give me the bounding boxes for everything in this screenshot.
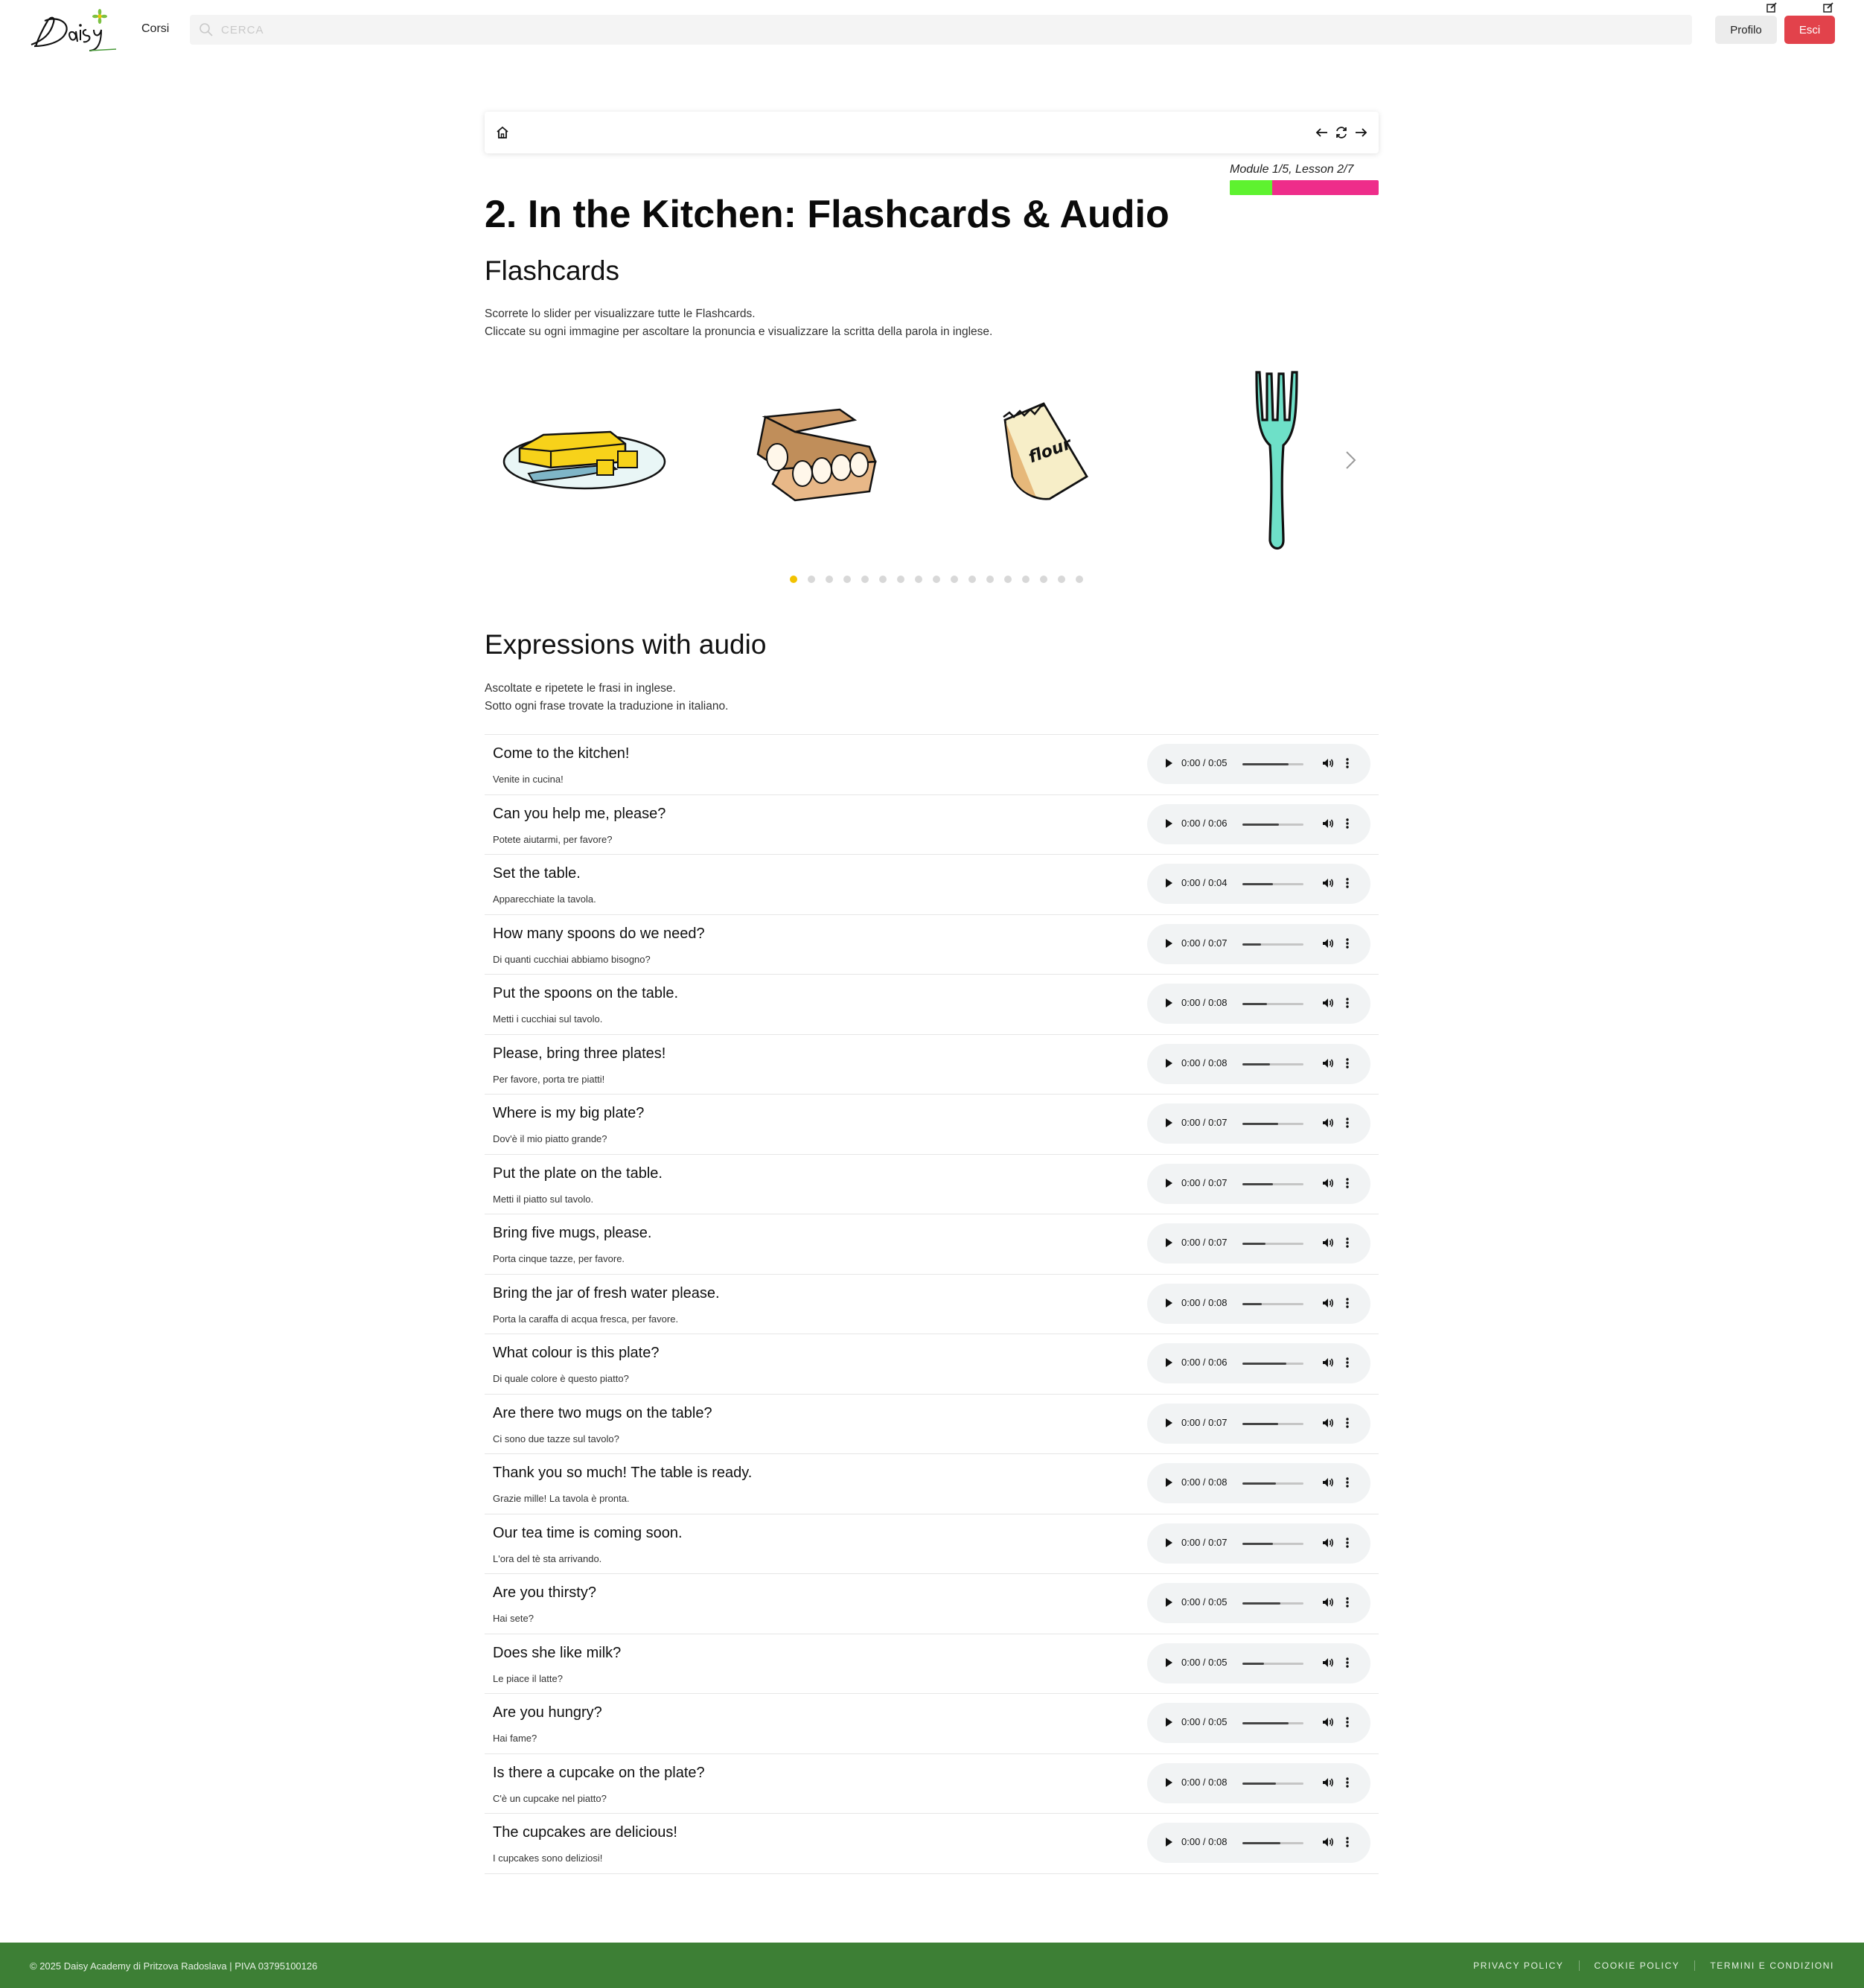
volume-icon[interactable] xyxy=(1321,756,1335,774)
play-icon[interactable] xyxy=(1164,997,1174,1013)
eggs-icon xyxy=(750,402,884,514)
more-options-icon[interactable] xyxy=(1345,876,1350,893)
audio-time: 0:00 / 0:08 xyxy=(1181,1057,1228,1068)
cookie-policy-link[interactable]: COOKIE POLICY xyxy=(1579,1960,1695,1971)
more-options-icon[interactable] xyxy=(1345,1536,1350,1553)
play-icon[interactable] xyxy=(1164,1177,1174,1193)
audio-time: 0:00 / 0:05 xyxy=(1181,1596,1228,1608)
more-options-icon[interactable] xyxy=(1345,1835,1350,1852)
flashcards-heading: Flashcards xyxy=(485,255,619,286)
more-options-icon[interactable] xyxy=(1345,1656,1350,1673)
more-options-icon[interactable] xyxy=(1345,817,1350,834)
flashcard-eggs[interactable] xyxy=(750,402,884,517)
expression-row xyxy=(485,1095,1379,1155)
expression-english: Put the plate on the table. xyxy=(493,1165,663,1182)
more-options-icon[interactable] xyxy=(1345,1596,1350,1613)
expression-english: Come to the kitchen! xyxy=(493,745,630,762)
logout-button[interactable]: Esci xyxy=(1784,16,1835,44)
expression-row xyxy=(485,975,1379,1035)
expression-row xyxy=(485,1754,1379,1815)
flashcards-desc-line: Cliccate su ogni immagine per ascoltare la pronuncia e visualizzare la scritta della parola in inglese. xyxy=(485,325,993,338)
audio-slider-fill xyxy=(1242,1663,1264,1665)
expression-italian: Di quanti cucchiai abbiamo bisogno? xyxy=(493,953,651,965)
audio-time: 0:00 / 0:06 xyxy=(1181,1357,1228,1368)
audio-volume-slider[interactable] xyxy=(1242,883,1303,885)
volume-icon[interactable] xyxy=(1321,1476,1335,1493)
expression-italian: Apparecchiate la tavola. xyxy=(493,893,596,905)
flashcard-flour[interactable] xyxy=(998,395,1094,510)
carousel-dot[interactable] xyxy=(843,576,851,583)
carousel-dot[interactable] xyxy=(915,576,922,583)
audio-volume-slider[interactable] xyxy=(1242,763,1303,765)
flashcards-desc-line: Scorrete lo slider per visualizzare tutte le Flashcards. xyxy=(485,308,756,320)
expressions-desc-line: Ascoltate e ripetete le frasi in inglese. xyxy=(485,682,676,695)
audio-slider-fill xyxy=(1242,883,1273,885)
play-icon[interactable] xyxy=(1164,1836,1174,1852)
expression-italian: C'è un cupcake nel piatto? xyxy=(493,1792,607,1804)
carousel-dot[interactable] xyxy=(968,576,976,583)
audio-player[interactable] xyxy=(1147,924,1370,964)
audio-slider-fill xyxy=(1242,1363,1286,1365)
expression-english: Are you thirsty? xyxy=(493,1584,596,1601)
audio-slider-fill xyxy=(1242,1003,1267,1005)
audio-time: 0:00 / 0:05 xyxy=(1181,1656,1228,1668)
carousel-dot[interactable] xyxy=(951,576,958,583)
carousel-pagination xyxy=(790,576,1083,583)
audio-player[interactable] xyxy=(1147,1463,1370,1503)
audio-volume-slider[interactable] xyxy=(1242,1063,1303,1065)
search-input[interactable] xyxy=(221,24,1635,36)
arrow-right-icon[interactable] xyxy=(1353,125,1368,144)
expression-row xyxy=(485,1214,1379,1275)
volume-icon[interactable] xyxy=(1321,1236,1335,1253)
audio-player[interactable] xyxy=(1147,1523,1370,1564)
butter-icon xyxy=(499,402,670,506)
audio-time: 0:00 / 0:07 xyxy=(1181,1536,1228,1548)
audio-volume-slider[interactable] xyxy=(1242,823,1303,826)
expression-english: How many spoons do we need? xyxy=(493,925,705,942)
flashcard-butter[interactable] xyxy=(499,402,670,510)
audio-time: 0:00 / 0:08 xyxy=(1181,997,1228,1008)
audio-time: 0:00 / 0:05 xyxy=(1181,1716,1228,1727)
expression-english: Thank you so much! The table is ready. xyxy=(493,1465,753,1481)
more-options-icon[interactable] xyxy=(1345,937,1350,954)
play-icon[interactable] xyxy=(1164,818,1174,833)
refresh-icon[interactable] xyxy=(1334,125,1349,144)
audio-volume-slider[interactable] xyxy=(1242,1243,1303,1245)
expression-english: Where is my big plate? xyxy=(493,1105,645,1121)
expression-italian: Potete aiutarmi, per favore? xyxy=(493,833,613,845)
volume-icon[interactable] xyxy=(1321,1356,1335,1373)
carousel-dot[interactable] xyxy=(826,576,833,583)
play-icon[interactable] xyxy=(1164,1657,1174,1672)
expression-row xyxy=(485,1334,1379,1395)
carousel-dot[interactable] xyxy=(861,576,869,583)
footer xyxy=(0,1943,1864,1988)
expression-row xyxy=(485,735,1379,795)
expression-row xyxy=(485,1395,1379,1455)
volume-icon[interactable] xyxy=(1321,817,1335,834)
audio-player[interactable] xyxy=(1147,804,1370,844)
carousel-dot[interactable] xyxy=(1022,576,1030,583)
expression-row xyxy=(485,1275,1379,1335)
audio-time: 0:00 / 0:07 xyxy=(1181,1237,1228,1248)
profile-button[interactable]: Profilo xyxy=(1715,16,1777,44)
edit-icon[interactable] xyxy=(1766,1,1778,13)
audio-slider-fill xyxy=(1242,1722,1289,1724)
audio-time: 0:00 / 0:07 xyxy=(1181,937,1228,949)
audio-player[interactable] xyxy=(1147,864,1370,904)
audio-player[interactable] xyxy=(1147,744,1370,784)
volume-icon[interactable] xyxy=(1321,1656,1335,1673)
expression-row xyxy=(485,1155,1379,1215)
expression-row xyxy=(485,1634,1379,1695)
expression-italian: Venite in cucina! xyxy=(493,774,564,785)
lesson-nav-bar xyxy=(485,112,1379,153)
lesson-progress-bar xyxy=(1230,180,1379,195)
audio-time: 0:00 / 0:04 xyxy=(1181,877,1228,888)
more-options-icon[interactable] xyxy=(1345,756,1350,774)
privacy-policy-link[interactable]: PRIVACY POLICY xyxy=(1473,1960,1564,1971)
expression-english: Are you hungry? xyxy=(493,1704,602,1721)
expression-english: Does she like milk? xyxy=(493,1644,622,1661)
expressions-description xyxy=(485,680,728,716)
more-options-icon[interactable] xyxy=(1345,1296,1350,1313)
expression-english: Bring the jar of fresh water please. xyxy=(493,1284,720,1302)
audio-volume-slider[interactable] xyxy=(1242,1003,1303,1005)
expression-italian: L'ora del tè sta arrivando. xyxy=(493,1552,602,1564)
audio-slider-fill xyxy=(1242,1183,1273,1185)
expression-row xyxy=(485,1694,1379,1754)
footer-copyright: © 2025 Daisy Academy di Pritzova Radoslava | PIVA 03795100126 xyxy=(30,1960,318,1972)
audio-player[interactable] xyxy=(1147,1643,1370,1683)
audio-slider-fill xyxy=(1242,1123,1278,1125)
volume-icon[interactable] xyxy=(1321,1116,1335,1133)
carousel-dot[interactable] xyxy=(1004,576,1012,583)
home-icon[interactable] xyxy=(495,125,510,144)
lesson-progress-label: Module 1/5, Lesson 2/7 xyxy=(1230,163,1354,176)
expression-row xyxy=(485,795,1379,856)
more-options-icon[interactable] xyxy=(1345,1476,1350,1493)
page-title: 2. In the Kitchen: Flashcards & Audio xyxy=(485,193,1169,236)
audio-volume-slider[interactable] xyxy=(1242,1363,1303,1365)
expression-english: Are there two mugs on the table? xyxy=(493,1404,712,1421)
footer-links xyxy=(1458,1960,1834,1971)
expression-english: Our tea time is coming soon. xyxy=(493,1524,683,1541)
expression-english: Is there a cupcake on the plate? xyxy=(493,1764,705,1781)
audio-slider-fill xyxy=(1242,1423,1278,1425)
audio-time: 0:00 / 0:08 xyxy=(1181,1296,1228,1308)
daisy-academy-logo[interactable] xyxy=(28,7,121,54)
terms-link[interactable]: TERMINI E CONDIZIONI xyxy=(1694,1960,1834,1971)
top-bar xyxy=(0,0,1864,60)
expression-italian: I cupcakes sono deliziosi! xyxy=(493,1852,603,1864)
audio-slider-fill xyxy=(1242,1782,1276,1785)
audio-volume-slider[interactable] xyxy=(1242,1423,1303,1425)
play-icon[interactable] xyxy=(1164,1777,1174,1792)
search-bar[interactable] xyxy=(190,15,1692,45)
play-icon[interactable] xyxy=(1164,757,1174,773)
carousel-dot[interactable] xyxy=(897,576,904,583)
audio-slider-fill xyxy=(1242,763,1289,765)
flour-label: flour xyxy=(1026,434,1074,468)
more-options-icon[interactable] xyxy=(1345,1057,1350,1074)
expression-row xyxy=(485,915,1379,975)
play-icon[interactable] xyxy=(1164,1596,1174,1612)
flour-icon xyxy=(998,395,1094,506)
more-options-icon[interactable] xyxy=(1345,1356,1350,1373)
audio-player[interactable] xyxy=(1147,1044,1370,1084)
audio-time: 0:00 / 0:08 xyxy=(1181,1776,1228,1788)
audio-time: 0:00 / 0:06 xyxy=(1181,817,1228,829)
play-icon[interactable] xyxy=(1164,1476,1174,1492)
carousel-dot[interactable] xyxy=(1040,576,1047,583)
audio-slider-fill xyxy=(1242,823,1279,826)
play-icon[interactable] xyxy=(1164,1716,1174,1732)
carousel-dot[interactable] xyxy=(933,576,940,583)
audio-slider-fill xyxy=(1242,1063,1270,1065)
more-options-icon[interactable] xyxy=(1345,1236,1350,1253)
audio-player[interactable] xyxy=(1147,1823,1370,1863)
expression-italian: Le piace il latte? xyxy=(493,1672,563,1684)
expression-italian: Porta la caraffa di acqua fresca, per favore. xyxy=(493,1313,679,1325)
audio-volume-slider[interactable] xyxy=(1242,1602,1303,1605)
expression-italian: Porta cinque tazze, per favore. xyxy=(493,1253,625,1264)
expression-row xyxy=(485,1035,1379,1095)
volume-icon[interactable] xyxy=(1321,1416,1335,1433)
search-icon xyxy=(199,22,214,37)
expression-italian: Dov'è il mio piatto grande? xyxy=(493,1133,607,1144)
audio-volume-slider[interactable] xyxy=(1242,943,1303,946)
audio-time: 0:00 / 0:05 xyxy=(1181,757,1228,768)
audio-player[interactable] xyxy=(1147,1164,1370,1204)
expression-italian: Hai fame? xyxy=(493,1733,537,1744)
play-icon[interactable] xyxy=(1164,1537,1174,1552)
more-options-icon[interactable] xyxy=(1345,1776,1350,1793)
expression-english: Please, bring three plates! xyxy=(493,1045,666,1062)
lesson-progress-fill xyxy=(1230,180,1272,195)
audio-player[interactable] xyxy=(1147,1583,1370,1623)
expression-row xyxy=(485,1514,1379,1575)
audio-player[interactable] xyxy=(1147,1763,1370,1803)
audio-volume-slider[interactable] xyxy=(1242,1183,1303,1185)
chevron-right-icon[interactable] xyxy=(1344,449,1359,475)
audio-slider-fill xyxy=(1242,1482,1276,1485)
audio-slider-fill xyxy=(1242,943,1261,946)
audio-volume-slider[interactable] xyxy=(1242,1303,1303,1305)
arrow-left-icon[interactable] xyxy=(1315,125,1330,144)
more-options-icon[interactable] xyxy=(1345,1116,1350,1133)
carousel-dot[interactable] xyxy=(808,576,815,583)
volume-icon[interactable] xyxy=(1321,937,1335,954)
audio-slider-fill xyxy=(1242,1543,1273,1545)
audio-player[interactable] xyxy=(1147,1223,1370,1264)
volume-icon[interactable] xyxy=(1321,876,1335,893)
volume-icon[interactable] xyxy=(1321,1596,1335,1613)
carousel-dot[interactable] xyxy=(1076,576,1083,583)
flashcards-description xyxy=(485,305,992,341)
audio-volume-slider[interactable] xyxy=(1242,1543,1303,1545)
expression-italian: Metti i cucchiai sul tavolo. xyxy=(493,1013,603,1025)
volume-icon[interactable] xyxy=(1321,1835,1335,1852)
audio-slider-fill xyxy=(1242,1303,1262,1305)
expression-italian: Di quale colore è questo piatto? xyxy=(493,1373,629,1384)
play-icon[interactable] xyxy=(1164,937,1174,953)
audio-player[interactable] xyxy=(1147,1284,1370,1324)
volume-icon[interactable] xyxy=(1321,1296,1335,1313)
expression-italian: Metti il piatto sul tavolo. xyxy=(493,1193,594,1205)
audio-time: 0:00 / 0:07 xyxy=(1181,1117,1228,1128)
audio-player[interactable] xyxy=(1147,1343,1370,1383)
more-options-icon[interactable] xyxy=(1345,1715,1350,1733)
expressions-desc-line: Sotto ogni frase trovate la traduzione in italiano. xyxy=(485,700,729,713)
audio-volume-slider[interactable] xyxy=(1242,1782,1303,1785)
expression-italian: Grazie mille! La tavola è pronta. xyxy=(493,1493,630,1504)
play-icon[interactable] xyxy=(1164,1117,1174,1132)
audio-time: 0:00 / 0:08 xyxy=(1181,1836,1228,1847)
carousel-dot[interactable] xyxy=(986,576,994,583)
expression-english: Put the spoons on the table. xyxy=(493,985,679,1001)
carousel-dot[interactable] xyxy=(1058,576,1065,583)
audio-volume-slider[interactable] xyxy=(1242,1663,1303,1665)
expression-english: The cupcakes are delicious! xyxy=(493,1824,677,1841)
play-icon[interactable] xyxy=(1164,1297,1174,1313)
audio-player[interactable] xyxy=(1147,1103,1370,1144)
volume-icon[interactable] xyxy=(1321,1057,1335,1074)
expression-row xyxy=(485,1574,1379,1634)
expression-row xyxy=(485,1454,1379,1514)
volume-icon[interactable] xyxy=(1321,996,1335,1013)
audio-time: 0:00 / 0:07 xyxy=(1181,1176,1228,1188)
expressions-list xyxy=(485,734,1379,1874)
audio-player[interactable] xyxy=(1147,984,1370,1024)
audio-slider-fill xyxy=(1242,1602,1280,1605)
audio-time: 0:00 / 0:08 xyxy=(1181,1476,1228,1488)
play-icon[interactable] xyxy=(1164,1357,1174,1372)
volume-icon[interactable] xyxy=(1321,1176,1335,1194)
audio-time: 0:00 / 0:07 xyxy=(1181,1416,1228,1428)
play-icon[interactable] xyxy=(1164,1417,1174,1433)
expression-english: Set the table. xyxy=(493,865,581,882)
edit-icon[interactable] xyxy=(1822,1,1834,13)
expression-italian: Hai sete? xyxy=(493,1613,534,1624)
more-options-icon[interactable] xyxy=(1345,1176,1350,1194)
audio-volume-slider[interactable] xyxy=(1242,1123,1303,1125)
carousel-dot[interactable] xyxy=(879,576,887,583)
nav-corsi-link[interactable]: Corsi xyxy=(141,22,170,35)
expression-row xyxy=(485,1814,1379,1874)
audio-volume-slider[interactable] xyxy=(1242,1722,1303,1724)
play-icon[interactable] xyxy=(1164,1237,1174,1252)
expression-english: Bring five mugs, please. xyxy=(493,1225,652,1241)
play-icon[interactable] xyxy=(1164,877,1174,893)
volume-icon[interactable] xyxy=(1321,1536,1335,1553)
carousel-dot[interactable] xyxy=(790,576,797,583)
audio-slider-fill xyxy=(1242,1243,1265,1245)
audio-player[interactable] xyxy=(1147,1703,1370,1743)
play-icon[interactable] xyxy=(1164,1057,1174,1073)
expression-english: Can you help me, please? xyxy=(493,805,666,822)
flashcard-fork[interactable] xyxy=(1251,368,1303,558)
expressions-heading: Expressions with audio xyxy=(485,629,767,660)
expression-italian: Ci sono due tazze sul tavolo? xyxy=(493,1433,619,1444)
volume-icon[interactable] xyxy=(1321,1776,1335,1793)
more-options-icon[interactable] xyxy=(1345,996,1350,1013)
audio-slider-fill xyxy=(1242,1842,1280,1844)
audio-volume-slider[interactable] xyxy=(1242,1842,1303,1844)
audio-player[interactable] xyxy=(1147,1404,1370,1444)
more-options-icon[interactable] xyxy=(1345,1416,1350,1433)
expression-english: What colour is this plate? xyxy=(493,1345,660,1361)
fork-icon xyxy=(1251,368,1303,554)
audio-volume-slider[interactable] xyxy=(1242,1482,1303,1485)
volume-icon[interactable] xyxy=(1321,1715,1335,1733)
expression-italian: Per favore, porta tre piatti! xyxy=(493,1073,605,1085)
expression-row xyxy=(485,855,1379,915)
